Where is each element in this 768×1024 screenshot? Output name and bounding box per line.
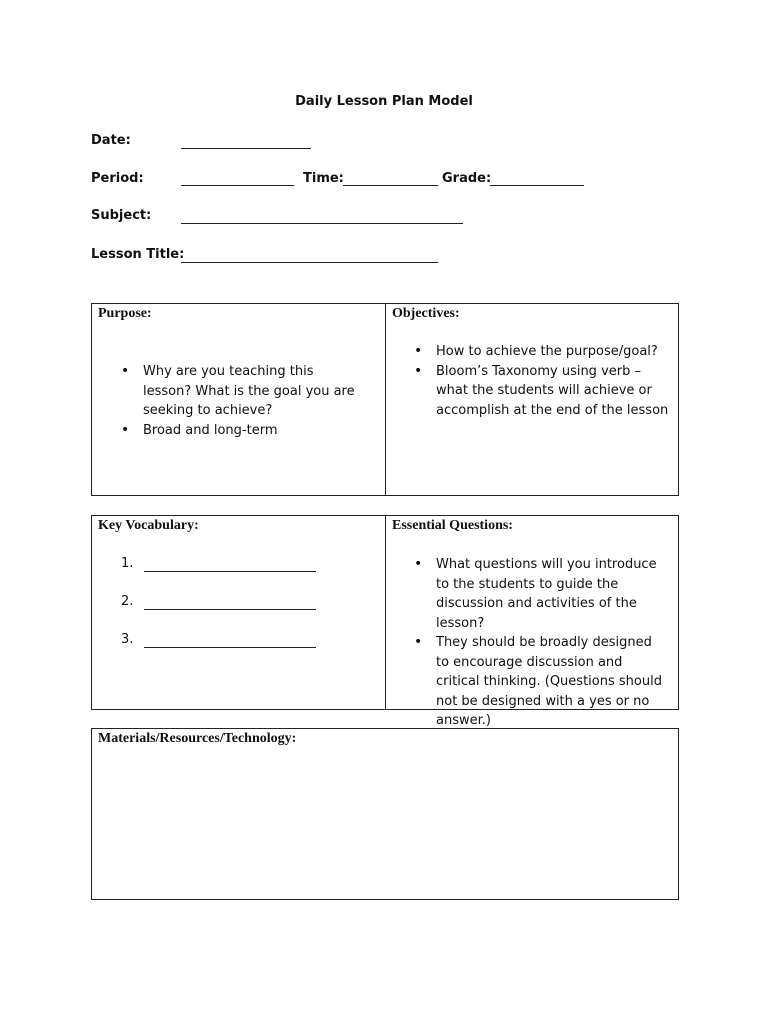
objectives-heading: Objectives: (392, 306, 460, 321)
date-field[interactable] (181, 148, 311, 149)
vocab-blank[interactable] (144, 571, 316, 572)
vocab-number: 3. (121, 632, 134, 647)
subject-label: Subject: (91, 208, 152, 223)
vocab-blank[interactable] (144, 609, 316, 610)
vocabulary-heading: Key Vocabulary: (98, 518, 199, 533)
lesson-title-label: Lesson Title: (91, 247, 185, 262)
list-item: • They should be broadly designed to encourage discussion and critical thinking. (Questions should not be designed with a yes or no answer.) (414, 633, 669, 731)
grade-field[interactable] (490, 185, 584, 186)
vocabulary-questions-box (91, 515, 679, 728)
date-label: Date: (91, 133, 131, 148)
list-item: • How to achieve the purpose/goal? (414, 342, 669, 362)
objectives-cell[interactable] (386, 304, 678, 495)
list-item: • What questions will you introduce to the students to guide the discussion and activities of the lesson? (414, 555, 669, 633)
purpose-bullets (121, 362, 361, 440)
grade-label: Grade: (442, 171, 492, 186)
purpose-cell[interactable] (92, 304, 386, 495)
list-item: • Why are you teaching this lesson? What is the goal you are seeking to achieve? (121, 362, 361, 421)
vocab-number: 1. (121, 556, 134, 571)
time-field[interactable] (343, 185, 438, 186)
list-item (121, 594, 341, 632)
purpose-objectives-box (91, 303, 679, 496)
list-item: • Bloom’s Taxonomy using verb – what the students will achieve or accomplish at the end of the lesson (414, 362, 669, 421)
lesson-title-field[interactable] (181, 262, 438, 263)
materials-box[interactable] (91, 728, 679, 900)
list-item: • Broad and long-term (121, 421, 361, 441)
time-label: Time: (303, 171, 344, 186)
page-title: Daily Lesson Plan Model (295, 94, 473, 109)
materials-heading: Materials/Resources/Technology: (98, 731, 297, 746)
essential-questions-bullets (414, 555, 669, 731)
vocabulary-cell[interactable] (92, 516, 386, 709)
vocab-number: 2. (121, 594, 134, 609)
period-label: Period: (91, 171, 144, 186)
period-field[interactable] (181, 185, 294, 186)
purpose-heading: Purpose: (98, 306, 152, 321)
vocabulary-list (121, 556, 341, 670)
subject-field[interactable] (181, 223, 463, 224)
list-item (121, 556, 341, 594)
vocab-blank[interactable] (144, 647, 316, 648)
essential-questions-cell[interactable] (386, 516, 678, 728)
objectives-bullets (414, 342, 669, 420)
list-item (121, 632, 341, 670)
essential-questions-heading: Essential Questions: (392, 518, 513, 533)
